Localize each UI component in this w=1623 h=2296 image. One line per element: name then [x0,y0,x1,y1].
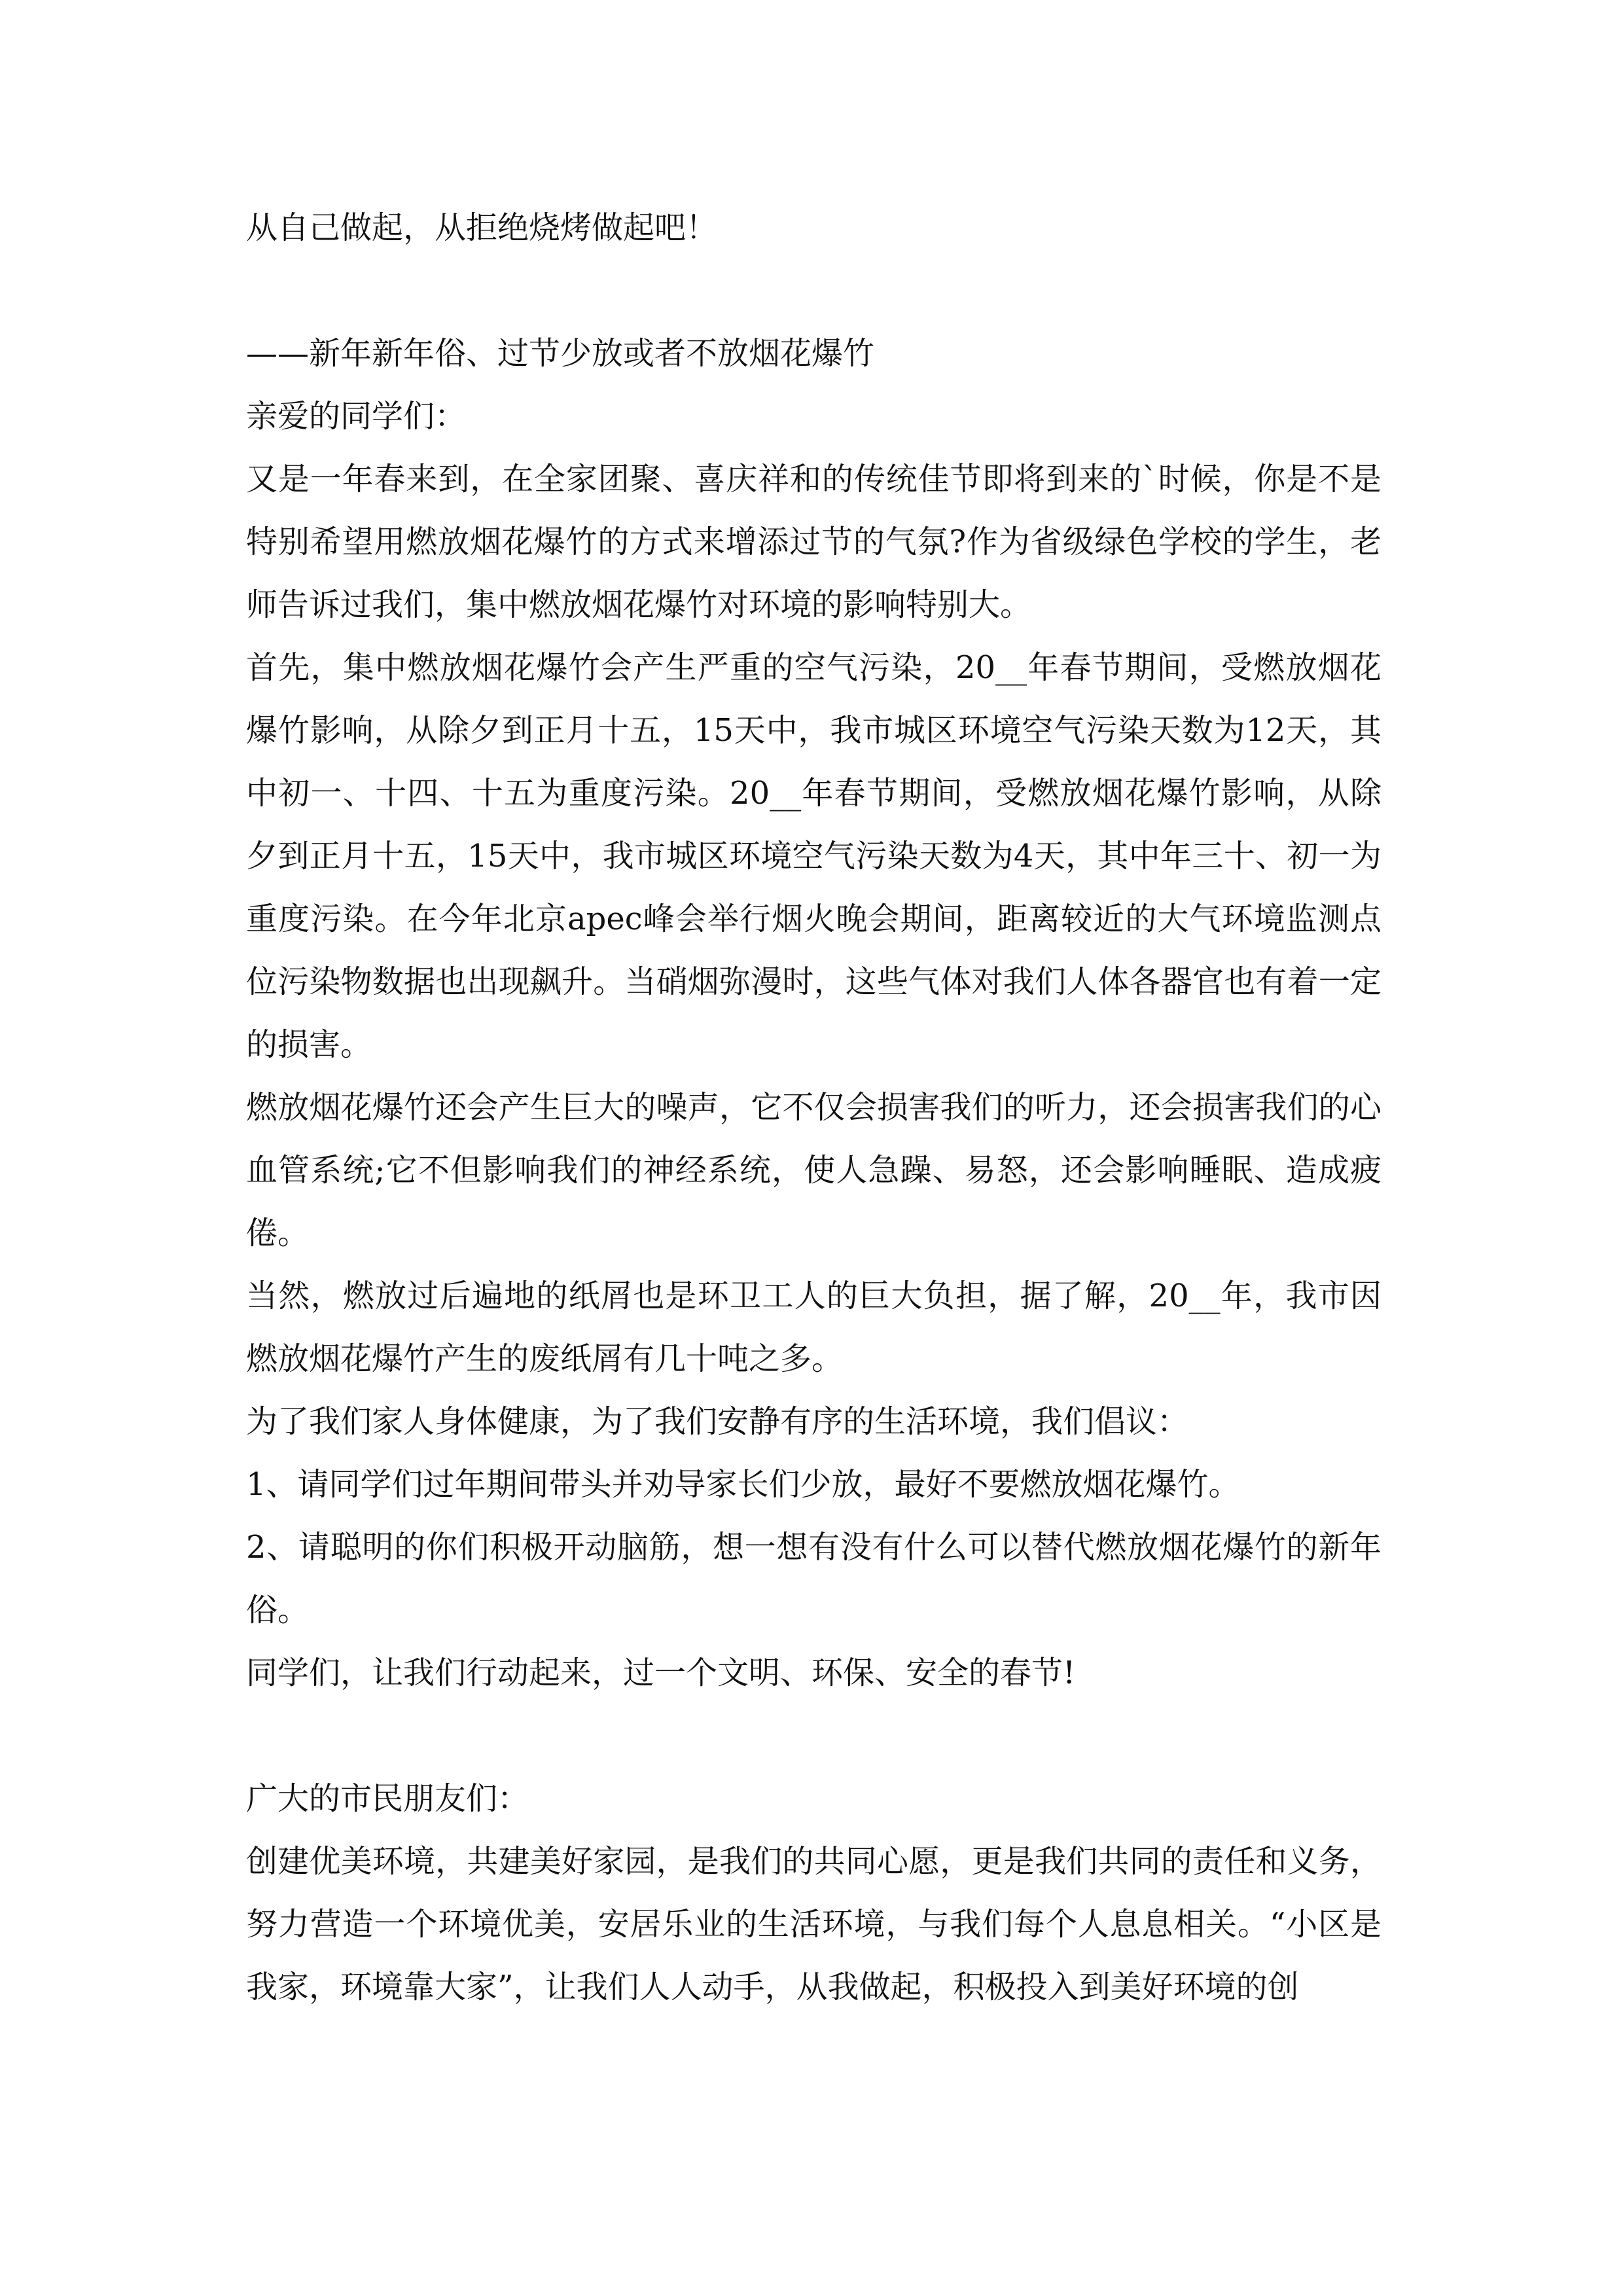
paragraph-air-pollution: 首先，集中燃放烟花爆竹会产生严重的空气污染，20__年春节期间，受燃放烟花爆竹影响，从除夕到正月十五，15天中，我市城区环境空气污染天数为12天，其中初一、十四、十五为重度污染。20__年春节期间，受燃放烟花爆竹影响，从除夕到正月十五，15天中，我市城区环境空气污染天数为4天，其中年三十、初一为重度污染。在今年北京apec峰会举行烟火晚会期间，距离较近的大气环境监测点位污染物数据也出现飙升。当硝烟弥漫时，这些气体对我们人体各器官也有着一定的损害。 [246,649,1382,1063]
salutation-citizens: 广大的市民朋友们： [246,1780,529,1817]
paragraph-closing: 同学们，让我们行动起来，过一个文明、环保、安全的春节! [246,1655,1076,1691]
proposal-item-2: 2、请聪明的你们积极开动脑筋，想一想有没有什么可以替代燃放烟花爆竹的新年俗。 [246,1529,1382,1628]
paragraph-proposal: 为了我们家人身体健康，为了我们安静有序的生活环境，我们倡议： [246,1403,1189,1440]
spacer [246,259,1382,322]
section-heading: ——新年新年俗、过节少放或者不放烟花爆竹 [246,335,875,372]
salutation-students: 亲爱的同学们： [246,398,467,435]
paragraph-environment: 创建优美环境，共建美好家园，是我们的共同心愿，更是我们共同的责任和义务，努力营造一个环境优美，安居乐业的生活环境，与我们每个人息息相关。“小区是我家，环境靠大家”，让我们人人动手，从我做起，积极投入到美好环境的创 [246,1843,1382,2005]
paragraph-intro: 又是一年春来到，在全家团聚、喜庆祥和的传统佳节即将到来的`时候，你是不是特别希望用燃放烟花爆竹的方式来增添过节的气氛?作为省级绿色学校的学生，老师告诉过我们，集中燃放烟花爆竹对环境的影响特别大。 [246,461,1382,623]
paragraph-paper-waste: 当然，燃放过后遍地的纸屑也是环卫工人的巨大负担，据了解，20__年，我市因燃放烟花爆竹产生的废纸屑有几十吨之多。 [246,1278,1382,1377]
spacer [246,1704,1382,1767]
proposal-item-1: 1、请同学们过年期间带头并劝导家长们少放，最好不要燃放烟花爆竹。 [246,1466,1240,1503]
paragraph-noise: 燃放烟花爆竹还会产生巨大的噪声，它不仅会损害我们的听力，还会损害我们的心血管系统;它不但影响我们的神经系统，使人急躁、易怒，还会影响睡眠、造成疲倦。 [246,1089,1382,1251]
opening-line: 从自己做起，从拒绝烧烤做起吧！ [246,209,718,246]
document-body [246,196,1382,2018]
